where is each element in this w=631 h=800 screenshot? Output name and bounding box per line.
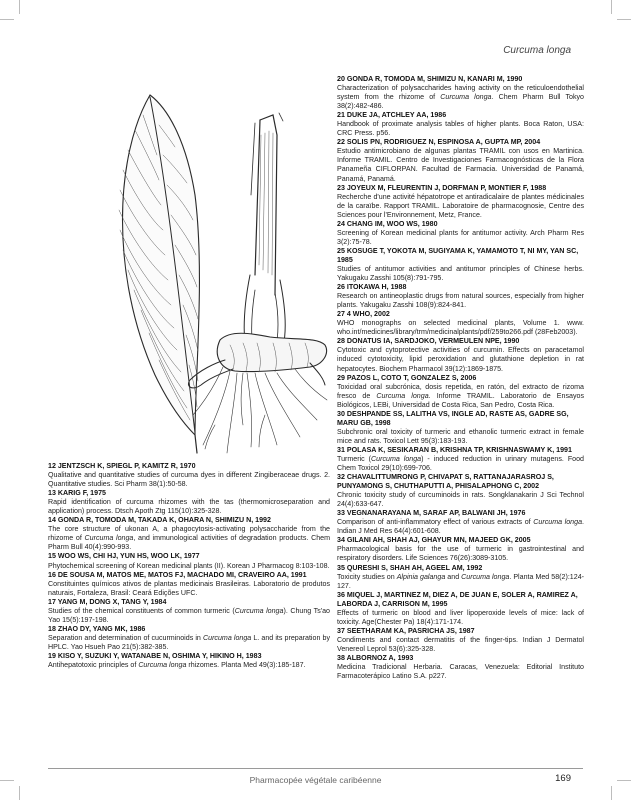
reference-text bbox=[337, 663, 584, 681]
reference-text-segment: Studies of antitumor activities and antitumor principles of Chinese herbs. Yakugaku Zasshi 105(8):791-795. bbox=[337, 264, 584, 283]
reference-text bbox=[48, 525, 330, 552]
reference-heading: 12 JENTZSCH K, SPIEGL P, KAMITZ R, 1970 bbox=[48, 462, 196, 470]
footer-title: Pharmacopée végétale caribéenne bbox=[249, 775, 382, 785]
reference-entry bbox=[337, 627, 584, 654]
reference-text-segment: Medicina Tradicional Herbaria. Caracas, Venezuela: Editorial Instituto Farmacoterápico Latino S.A. p227. bbox=[337, 663, 584, 681]
reference-text-segment: Research on antineoplastic drugs from natural sources, especially from higher plants. Yakugaku Zasshi 108(9):824-841. bbox=[337, 292, 584, 310]
crop-mark bbox=[19, 786, 20, 800]
reference-text-segment: Recherche d'une activité hépatotrope et antiradicalaire de plantes médicinales de la caraïbe. Rapport TRAMIL. Laboratoire de pharmacognosie, Centre des Sciences pour l'Environnement, Metz, France. bbox=[337, 192, 584, 219]
reference-heading: 17 YANG M, DONG X, TANG Y, 1984 bbox=[48, 597, 167, 606]
reference-text bbox=[48, 661, 330, 670]
reference-text-segment: L. and its preparation by HPLC. Yao Hsueh Pao 21(5):382-385. bbox=[48, 633, 331, 651]
reference-text-segment: Antihepatotoxic principles of bbox=[48, 661, 139, 670]
reference-entry bbox=[337, 247, 584, 283]
reference-text bbox=[337, 518, 584, 536]
reference-heading: 27 4 WHO, 2002 bbox=[337, 310, 390, 319]
reference-text bbox=[337, 609, 584, 627]
reference-text-segment: Estudio antimicrobiano de algunas plantas TRAMIL con usos en Martinica. Informe TRAMIL. Centro de Investigaciones Farmacognósticas de la Flora Panameña CIFLORPAN. Facultad de Farmacia. Universidad de Panamá, Panamá, Panamá. bbox=[337, 147, 584, 183]
reference-entry bbox=[337, 374, 584, 410]
reference-entry bbox=[337, 591, 584, 627]
reference-text bbox=[337, 147, 584, 183]
species-name: Curcuma longa bbox=[371, 454, 422, 463]
reference-text bbox=[337, 428, 584, 446]
reference-heading: 28 DONATUS IA, SARDJOKO, VERMEULEN NPE, 1990 bbox=[337, 337, 520, 346]
reference-text bbox=[337, 573, 584, 591]
reference-text-segment: Screening of Korean medicinal plants for antitumor activity. Arch Pharm Res 3(2):75-78. bbox=[337, 228, 584, 246]
reference-entry bbox=[337, 184, 584, 220]
reference-text bbox=[337, 455, 584, 473]
crop-mark bbox=[19, 0, 20, 14]
reference-text bbox=[48, 634, 330, 652]
reference-text-segment: . Planta Med 58(2):124-127. bbox=[337, 572, 585, 590]
species-name: Curcuma longa bbox=[533, 518, 583, 527]
reference-text-segment: . Informe TRAMIL. Laboratorio de Ensayos Biológicos, LEBi, Universidad de Costa Rica, San Pedro, Costa Rica. bbox=[337, 391, 584, 409]
reference-text bbox=[337, 636, 584, 654]
reference-entry bbox=[48, 516, 330, 552]
reference-text-segment: Toxicity studies on bbox=[337, 572, 397, 581]
reference-heading: 38 ALBORNOZ A, 1993 bbox=[337, 654, 414, 662]
reference-text bbox=[48, 580, 330, 598]
reference-text-segment: Phytochemical screening of Korean medicinal plants (II). Korean J Pharmacog 8:103-108. bbox=[48, 561, 330, 570]
reference-heading: 23 JOYEUX M, FLEURENTIN J, DORFMAN P, MONTIER F, 1988 bbox=[337, 183, 547, 192]
reference-entry bbox=[337, 654, 584, 681]
reference-entry bbox=[337, 310, 584, 337]
reference-entry bbox=[48, 625, 330, 652]
reference-text bbox=[337, 346, 584, 373]
reference-entry bbox=[337, 473, 584, 509]
reference-heading: 20 GONDA R, TOMODA M, SHIMIZU N, KANARI M, 1990 bbox=[337, 75, 523, 83]
reference-heading: 25 KOSUGE T, YOKOTA M, SUGIYAMA K, YAMAMOTO T, NI MY, YAN SC, 1985 bbox=[337, 246, 579, 264]
references-left-column bbox=[48, 462, 330, 670]
species-name: Curcuma longa bbox=[234, 606, 284, 615]
botanical-illustration bbox=[55, 75, 330, 460]
reference-entry bbox=[337, 337, 584, 373]
reference-text-segment: Turmeric ( bbox=[337, 454, 372, 463]
running-title: Curcuma longa bbox=[503, 45, 571, 56]
species-name: Curcuma longa bbox=[440, 93, 492, 102]
reference-text bbox=[337, 229, 584, 247]
reference-heading: 19 KISO Y, SUZUKI Y, WATANABE N, OSHIMA Y, HIKINO H, 1983 bbox=[48, 651, 262, 660]
reference-heading: 33 VEGNANARAYANA M, SARAF AP, BALWANI JH, 1976 bbox=[337, 509, 526, 518]
reference-entry bbox=[337, 509, 584, 536]
reference-heading: 34 GILANI AH, SHAH AJ, GHAYUR MN, MAJEED GK, 2005 bbox=[337, 536, 531, 545]
crop-mark bbox=[611, 0, 612, 14]
reference-heading: 13 KARIG F, 1975 bbox=[48, 489, 106, 498]
reference-text bbox=[337, 84, 584, 111]
reference-text bbox=[337, 193, 584, 220]
reference-entry bbox=[48, 462, 330, 489]
reference-text bbox=[337, 120, 584, 138]
reference-text-segment: Condiments and contact dermatitis of the finger-tips. Indian J Dermatol Venereol Leprol 53(6):325-328. bbox=[337, 635, 584, 653]
footer-rule bbox=[48, 768, 583, 769]
reference-text-segment: Subchronic oral toxicity of turmeric and ethanolic turmeric extract in female mice and rats. Toxicol Lett 95(3):183-193. bbox=[337, 427, 584, 445]
species-name: Curcuma longa bbox=[84, 534, 134, 543]
reference-text bbox=[48, 471, 330, 489]
reference-entry bbox=[48, 571, 330, 598]
reference-heading: 24 CHANG IM, WOO WS, 1980 bbox=[337, 219, 438, 228]
reference-entry bbox=[337, 446, 584, 473]
reference-text-segment: ). Chung Ts'ao Yao 15(5):197-198. bbox=[48, 606, 330, 624]
species-name: Curcuma longa bbox=[376, 391, 429, 400]
reference-heading: 16 DE SOUSA M, MATOS ME, MATOS FJ, MACHADO MI, CRAVEIRO AA, 1991 bbox=[48, 570, 307, 579]
reference-text bbox=[48, 562, 330, 571]
reference-heading: 37 SEETHARAM KA, PASRICHA JS, 1987 bbox=[337, 626, 475, 635]
reference-text-segment: . Indian J Med Res 64(4):601-608. bbox=[337, 518, 585, 536]
reference-heading: 36 MIQUEL J, MARTINEZ M, DIEZ A, DE JUAN E, SOLER A, RAMIREZ A, LABORDA J, CARRISON M, 1995 bbox=[337, 590, 578, 608]
reference-entry bbox=[48, 652, 330, 670]
reference-text-segment: Rapid identification of curcuma rhizomes with the tas (thermomicroseparation and application) process. Dtsch Apoth Ztg 115(10):325-328. bbox=[48, 498, 330, 516]
crop-mark bbox=[0, 19, 14, 20]
reference-text bbox=[337, 491, 584, 509]
reference-text-segment: Handbook of proximate analysis tables of higher plants. Boca Raton, USA: CRC Press. p56. bbox=[337, 120, 584, 138]
reference-entry bbox=[337, 111, 584, 138]
reference-text bbox=[337, 292, 584, 310]
reference-heading: 29 PAZOS L, COTO T, GONZALEZ S, 2006 bbox=[337, 373, 477, 382]
reference-text-segment: Separation and determination of cucurminoids in bbox=[48, 633, 203, 642]
reference-text-segment: rhizomes. Planta Med 49(3):185-187. bbox=[186, 661, 306, 670]
reference-heading: 35 QURESHI S, SHAH AH, AGEEL AM, 1992 bbox=[337, 563, 483, 572]
crop-mark bbox=[611, 786, 612, 800]
references-right-column bbox=[337, 75, 584, 681]
reference-heading: 32 CHAVALITTUMRONG P, CHIVAPAT S, RATTANAJARASROJ S, PUNYAMONG S, CHUTHAPUTTI A, PHISALAPHONG C, 2002 bbox=[337, 473, 554, 491]
species-name: Curcuma longa bbox=[461, 572, 510, 581]
reference-text-segment: ) - induced reduction in urinary mutagens. Food Chem Toxicol 29(10):699-706. bbox=[337, 454, 584, 473]
reference-heading: 15 WOO WS, CHI HJ, YUN HS, WOO LK, 1977 bbox=[48, 552, 200, 561]
reference-text-segment: Pharmacological basis for the use of turmeric in gastrointestinal and respiratory disorders. Life Sciences 76(26):3089-3105. bbox=[337, 545, 584, 563]
reference-text-segment: Characterization of polysaccharides having activity on the reticuloendothelial system from the rhizome of bbox=[337, 84, 584, 102]
reference-entry bbox=[337, 536, 584, 563]
reference-text-segment: . Chem Pharm Bull Tokyo 38(2):482-486. bbox=[337, 93, 585, 111]
reference-text bbox=[48, 607, 330, 625]
reference-entry bbox=[48, 598, 330, 625]
reference-entry bbox=[337, 138, 584, 183]
reference-text-segment: Comparison of anti-inflammatory effect of various extracts of bbox=[337, 518, 534, 527]
reference-heading: 14 GONDA R, TOMODA M, TAKADA K, OHARA N, SHIMIZU N, 1992 bbox=[48, 516, 271, 525]
reference-heading: 18 ZHAO DY, YANG MK, 1986 bbox=[48, 624, 146, 633]
reference-text bbox=[337, 383, 584, 410]
reference-text-segment: Chronic toxicity study of curcuminoids in rats. Songklanakarin J Sci Technol 24(4):633-647. bbox=[337, 491, 584, 509]
reference-heading: 22 SOLIS PN, RODRIGUEZ N, ESPINOSA A, GUPTA MP, 2004 bbox=[337, 138, 541, 147]
reference-text-segment: Constituintes químicos ativos de plantas medicinais Brasileiras. Laboratorio de produtos naturais, Fortaleza, Brasil: Ceará Edições UFC. bbox=[48, 579, 330, 597]
species-name: Alpinia galanga bbox=[396, 572, 446, 581]
reference-text-segment: Cytotoxic and cytoprotective activities of curcumin. Effects on paracetamol induced cytotoxicity, lipid peroxidation and glutathione depletion in rat hepatocytes. Biochem Pharmacol 39(12):1869-1875. bbox=[337, 346, 584, 373]
reference-text-segment: Effects of turmeric on blood and liver lipoperoxide levels of mice: lack of toxicity. Age(Chester Pa) 18(4):171-174. bbox=[337, 608, 584, 626]
reference-text-segment: , and immunological activities of degradation products. Chem Pharm Bull 40(4):990-993. bbox=[48, 534, 331, 552]
reference-text-segment: and bbox=[445, 572, 462, 581]
page-number: 169 bbox=[555, 773, 571, 784]
reference-entry bbox=[337, 410, 584, 446]
reference-entry bbox=[337, 283, 584, 310]
species-name: Curcuma longa bbox=[138, 661, 187, 670]
crop-mark bbox=[617, 19, 631, 20]
reference-heading: 21 DUKE JA, ATCHLEY AA, 1986 bbox=[337, 111, 447, 120]
reference-text bbox=[337, 265, 584, 283]
reference-entry bbox=[337, 75, 584, 111]
reference-entry bbox=[337, 220, 584, 247]
reference-text-segment: The core structure of ukonan A, a phagocytosis-activating polysaccharide from the rhizome of bbox=[48, 525, 330, 543]
reference-heading: 31 POLASA K, SESIKARAN B, KRISHNA TP, KRISHNASWAMY K, 1991 bbox=[337, 445, 572, 454]
reference-text bbox=[48, 498, 330, 516]
reference-text-segment: Toxicidad oral subcrónica, dosis repetida, en ratón, del extracto de rizoma fresco de bbox=[337, 382, 584, 400]
reference-heading: 30 DESHPANDE SS, LALITHA VS, INGLE AD, RASTE AS, GADRE SG, MARU GB, 1998 bbox=[337, 409, 569, 427]
reference-text-segment: Studies of the chemical constituents of common turmeric ( bbox=[48, 606, 235, 615]
reference-heading: 26 ITOKAWA H, 1988 bbox=[337, 283, 407, 292]
species-name: Curcuma longa bbox=[203, 633, 252, 642]
reference-text bbox=[337, 319, 584, 337]
reference-entry bbox=[48, 552, 330, 570]
reference-entry bbox=[48, 489, 330, 516]
reference-text-segment: WHO monographs on selected medicinal plants, Volume 1. www. who.int/medicines/library/trm/medicinalplants/pdf/259to266.pdf (28Feb2003). bbox=[337, 319, 584, 337]
reference-text bbox=[337, 545, 584, 563]
reference-entry bbox=[337, 564, 584, 591]
reference-text-segment: Qualitative and quantitative studies of curcuma dyes in different Zingiberaceae drugs. 2. Quantitative studies. Sci Pharm 38(1):50-58. bbox=[48, 471, 330, 489]
